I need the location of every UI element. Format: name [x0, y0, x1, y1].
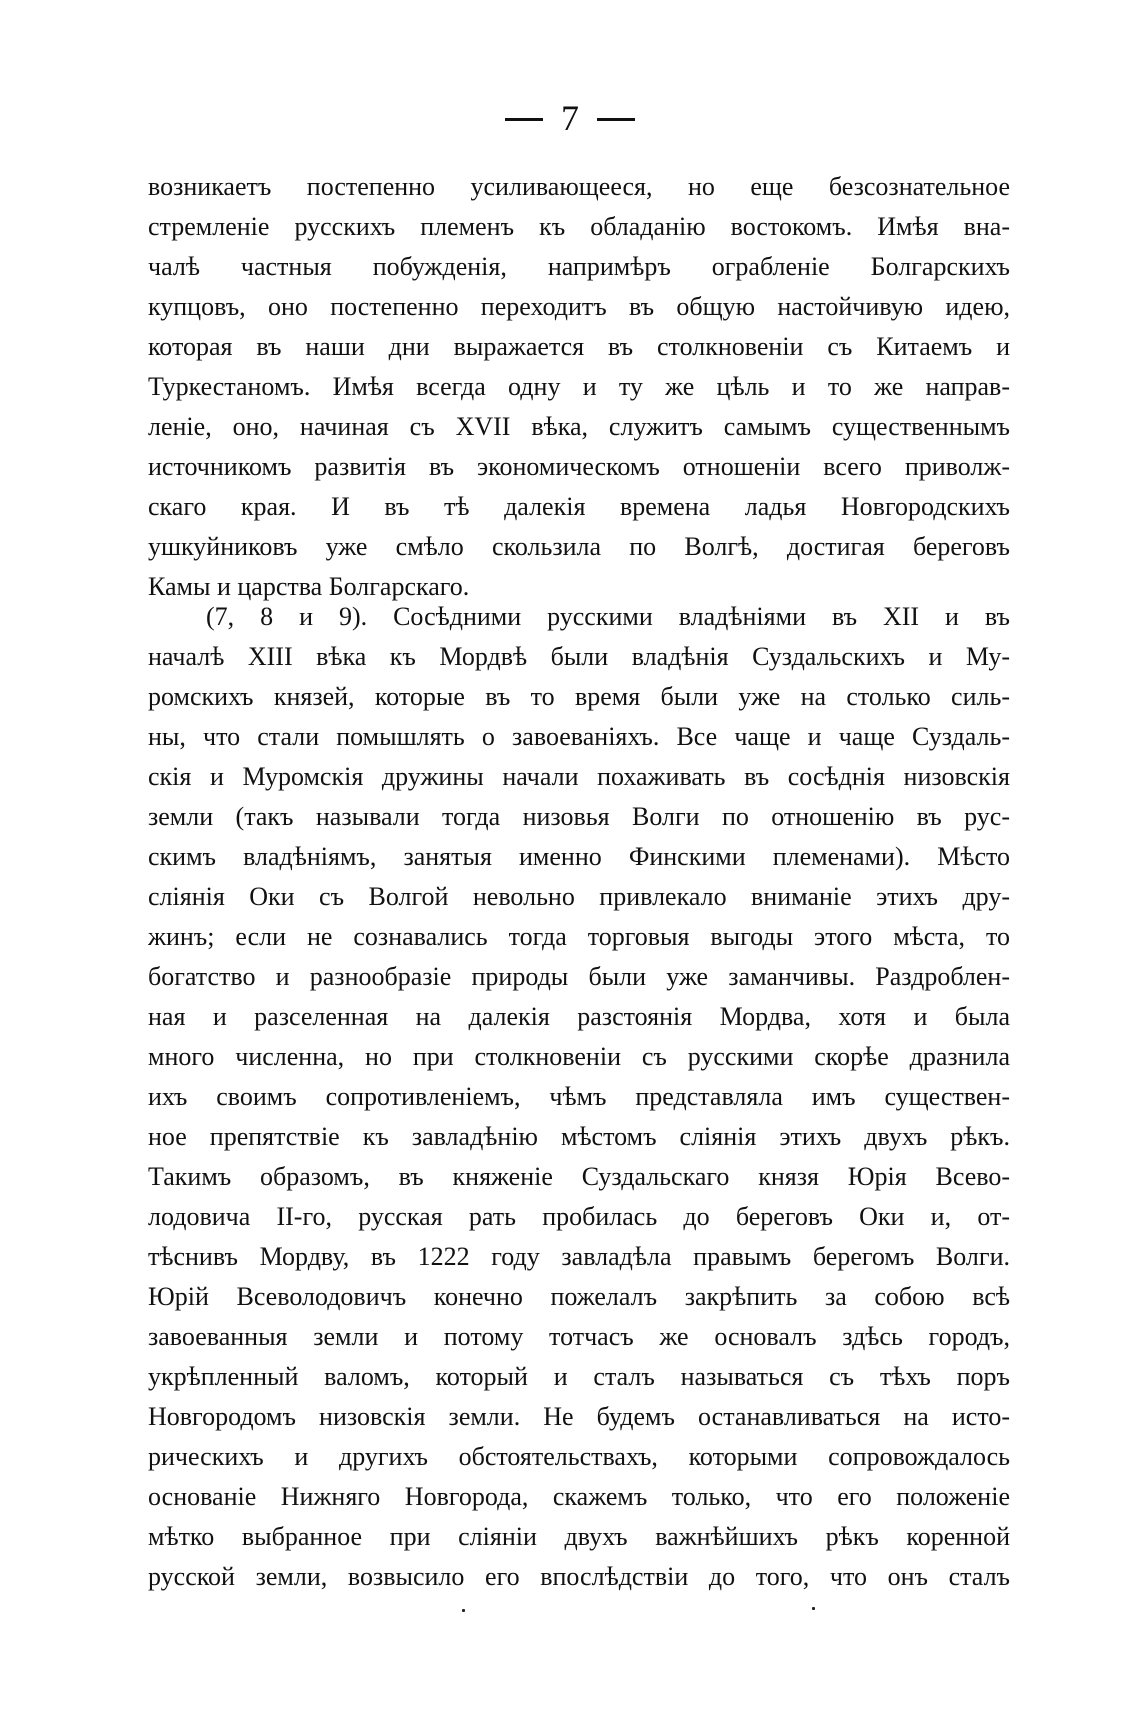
- paragraph-2-line: Такимъ образомъ, въ княженіе Суздальскаго князя Юрія Всево-: [148, 1162, 1010, 1191]
- paragraph-1-line: Туркестаномъ. Имѣя всегда одну и ту же цѣль и то же направ-: [148, 372, 1010, 401]
- paragraph-1-line: чалѣ частныя побужденія, напримѣръ ограбленіе Болгарскихъ: [148, 252, 1010, 281]
- paragraph-1-line: леніе, оно, начиная съ XVII вѣка, служитъ самымъ существеннымъ: [148, 412, 1010, 441]
- paragraph-1-line: источникомъ развитія въ экономическомъ отношеніи всего приволж-: [148, 452, 1010, 481]
- paragraph-1-line: которая въ наши дни выражается въ столкновеніи съ Китаемъ и: [148, 332, 1010, 361]
- paragraph-2-line: ихъ своимъ сопротивленіемъ, чѣмъ представляла имъ существен-: [148, 1082, 1010, 1111]
- paragraph-2-line: Новгородомъ низовскія земли. Не будемъ останавливаться на исто-: [148, 1402, 1010, 1431]
- paragraph-2-line: рическихъ и другихъ обстоятельствахъ, которыми сопровождалось: [148, 1442, 1010, 1471]
- paragraph-2-line: лодовича II-го, русская рать пробилась до береговъ Оки и, от-: [148, 1202, 1010, 1231]
- paragraph-2-line: скимъ владѣніямъ, занятыя именно Финскими племенами). Мѣсто: [148, 842, 1010, 871]
- paragraph-1-line: купцовъ, оно постепенно переходитъ въ общую настойчивую идею,: [148, 292, 1010, 321]
- paragraph-2-line: ная и разселенная на далекія разстоянія Мордва, хотя и была: [148, 1002, 1010, 1031]
- paragraph-1-line: стремленіе русскихъ племенъ къ обладанію востокомъ. Имѣя вна-: [148, 212, 1010, 241]
- page-number-dash-right: [597, 118, 635, 121]
- paragraph-1: [148, 167, 1010, 607]
- print-specks: [0, 1607, 1140, 1627]
- paragraph-2-line: жинъ; если не сознавались тогда торговыя выгоды этого мѣста, то: [148, 922, 1010, 951]
- paragraph-2-line: мѣтко выбранное при сліяніи двухъ важнѣйшихъ рѣкъ коренной: [148, 1522, 1010, 1551]
- paragraph-2-line: ное препятствіе къ завладѣнію мѣстомъ сліянія этихъ двухъ рѣкъ.: [148, 1122, 1010, 1151]
- print-speck: [462, 1609, 465, 1612]
- paragraph-1-line: скаго края. И въ тѣ далекія времена ладья Новгородскихъ: [148, 492, 1010, 521]
- paragraph-2: [148, 597, 1010, 1597]
- paragraph-1-line: Камы и царства Болгарскаго.: [148, 572, 470, 601]
- page-number-dash-left: [505, 118, 543, 121]
- paragraph-2-line: укрѣпленный валомъ, который и сталъ называться съ тѣхъ поръ: [148, 1362, 1010, 1391]
- paragraph-1-line: ушкуйниковъ уже смѣло скользила по Волгѣ, достигая береговъ: [148, 532, 1010, 561]
- page-number-header: [0, 96, 1140, 140]
- paragraph-2-line: (7, 8 и 9). Сосѣдними русскими владѣніями въ XII и въ: [206, 602, 1010, 631]
- paragraph-2-line: русской земли, возвысило его впослѣдствіи до того, что онъ сталъ: [148, 1562, 1010, 1591]
- paragraph-2-line: Юрій Всеволодовичъ конечно пожелалъ закрѣпить за собою всѣ: [148, 1282, 1010, 1311]
- paragraph-2-line: началѣ XIII вѣка къ Мордвѣ были владѣнія Суздальскихъ и Му-: [148, 642, 1010, 671]
- print-speck: [812, 1607, 815, 1610]
- page-number: 7: [561, 98, 579, 138]
- paragraph-2-line: скія и Муромскія дружины начали похаживать въ сосѣднія низовскія: [148, 762, 1010, 791]
- paragraph-2-line: основаніе Нижняго Новгорода, скажемъ только, что его положеніе: [148, 1482, 1010, 1511]
- paragraph-2-line: земли (такъ называли тогда низовья Волги по отношенію въ рус-: [148, 802, 1010, 831]
- paragraph-2-line: ромскихъ князей, которые въ то время были уже на столько силь-: [148, 682, 1010, 711]
- paragraph-2-line: ны, что стали помышлять о завоеваніяхъ. Все чаще и чаще Суздаль-: [148, 722, 1010, 751]
- paragraph-1-line: возникаетъ постепенно усиливающееся, но еще безсознательное: [148, 172, 1010, 201]
- paragraph-2-line: много численна, но при столкновеніи съ русскими скорѣе дразнила: [148, 1042, 1010, 1071]
- paragraph-2-line: богатство и разнообразіе природы были уже заманчивы. Раздроблен-: [148, 962, 1010, 991]
- paragraph-2-line: сліянія Оки съ Волгой невольно привлекало вниманіе этихъ дру-: [148, 882, 1010, 911]
- paragraph-2-line: тѣснивъ Мордву, въ 1222 году завладѣла правымъ берегомъ Волги.: [148, 1242, 1010, 1271]
- paragraph-2-line: завоеванныя земли и потому тотчасъ же основалъ здѣсь городъ,: [148, 1322, 1010, 1351]
